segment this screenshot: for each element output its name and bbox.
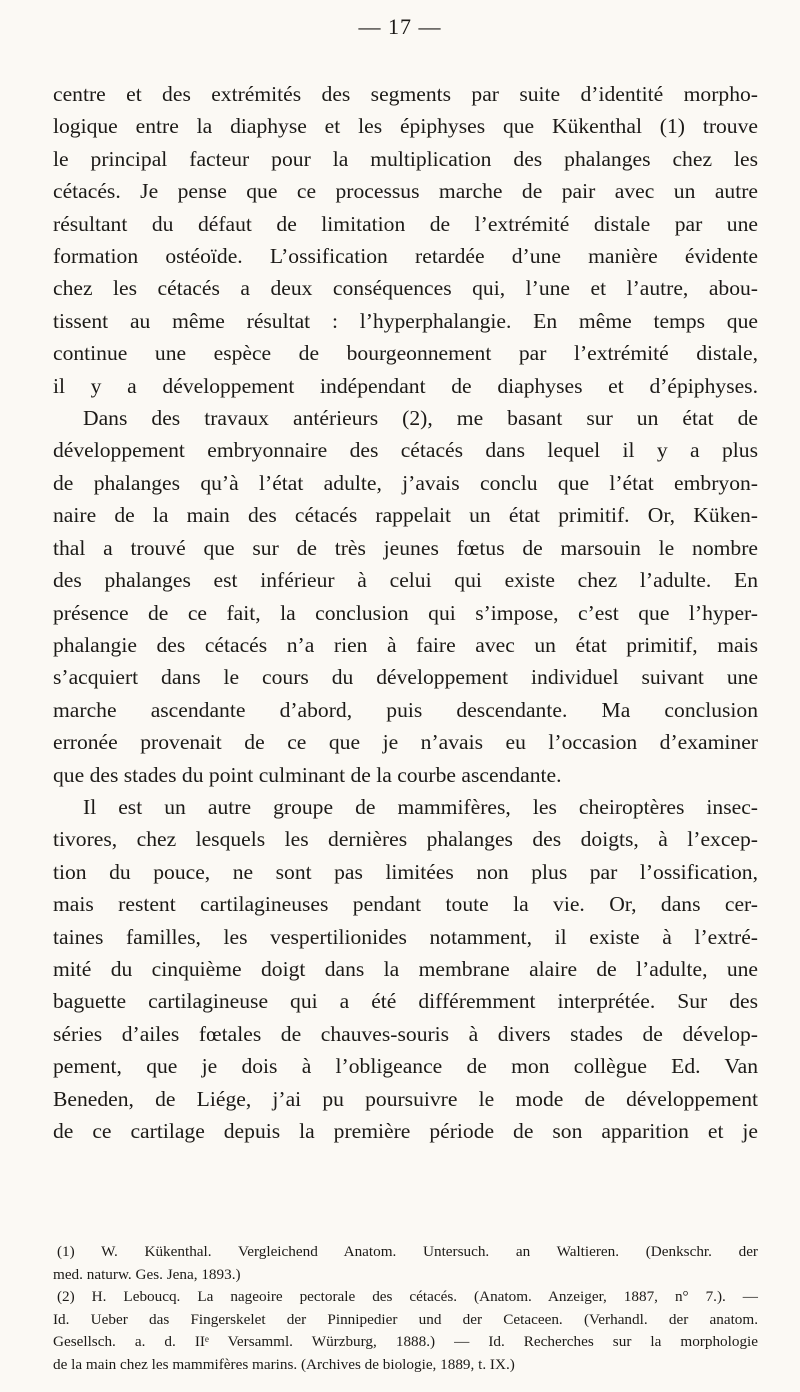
footnote-line: (2) H. Leboucq. La nageoire pectorale des cétacés. (Anatom. Anzeiger, 1887, n° 7.). —	[57, 1288, 758, 1306]
text-line: erronée provenait de ce que je n’avais eu l’occasion d’examiner	[53, 730, 758, 755]
text-line: continue une espèce de bourgeonnement par l’extrémité distale,	[53, 341, 758, 366]
footnote-line: de la main chez les mammifères marins. (Archives de biologie, 1889, t. IX.)	[53, 1355, 515, 1373]
text-line: s’acquiert dans le cours du développement individuel suivant une	[53, 665, 758, 690]
text-line: de phalanges qu’à l’état adulte, j’avais conclu que l’état embryon-	[53, 470, 758, 495]
text-line: phalangie des cétacés n’a rien à faire avec un état primitif, mais	[53, 632, 758, 657]
footnote-line: Gesellsch. a. d. IIᵉ Versamml. Würzburg, 1888.) — Id. Recherches sur la morphologie	[53, 1333, 758, 1351]
text-line: séries d’ailes fœtales de chauves-souris à divers stades de dévelop-	[53, 1021, 758, 1046]
text-line: mais restent cartilagineuses pendant toute la vie. Or, dans cer-	[53, 892, 758, 917]
text-line: il y a développement indépendant de diaphyses et d’épiphyses.	[53, 373, 758, 398]
text-line: présence de ce fait, la conclusion qui s’impose, c’est que l’hyper-	[53, 600, 758, 625]
text-line: tion du pouce, ne sont pas limitées non plus par l’ossification,	[53, 859, 758, 884]
text-line: Beneden, de Liége, j’ai pu poursuivre le mode de développement	[53, 1086, 758, 1111]
text-line: baguette cartilagineuse qui a été différemment interprétée. Sur des	[53, 989, 758, 1014]
text-line: Il est un autre groupe de mammifères, les cheiroptères insec-	[83, 794, 758, 819]
text-line: résultant du défaut de limitation de l’extrémité distale par une	[53, 211, 758, 236]
text-line: de ce cartilage depuis la première période de son apparition et je	[53, 1119, 758, 1143]
text-line: formation ostéoïde. L’ossification retardée d’une manière évidente	[53, 244, 758, 269]
footnote-line: med. naturw. Ges. Jena, 1893.)	[53, 1265, 241, 1283]
text-line: chez les cétacés a deux conséquences qui, l’une et l’autre, abou-	[53, 276, 758, 301]
text-line: cétacés. Je pense que ce processus marche de pair avec un autre	[53, 179, 758, 204]
footnote-line: Id. Ueber das Fingerskelet der Pinnipedier und der Cetaceen. (Verhandl. der anatom.	[53, 1310, 758, 1328]
page-number: — 17 —	[358, 14, 442, 39]
text-line: thal a trouvé que sur de très jeunes fœtus de marsouin le nombre	[53, 535, 758, 560]
text-line: développement embryonnaire des cétacés dans lequel il y a plus	[53, 438, 758, 463]
text-line: marche ascendante d’abord, puis descendante. Ma conclusion	[53, 697, 758, 722]
text-line: taines familles, les vespertilionides notamment, il existe à l’extré-	[53, 924, 758, 949]
text-line: tissent au même résultat : l’hyperphalangie. En même temps que	[53, 308, 758, 333]
text-line: que des stades du point culminant de la courbe ascendante.	[53, 762, 562, 787]
text-line: logique entre la diaphyse et les épiphyses que Kükenthal (1) trouve	[53, 114, 758, 139]
text-line: pement, que je dois à l’obligeance de mon collègue Ed. Van	[53, 1054, 758, 1079]
text-line: Dans des travaux antérieurs (2), me basant sur un état de	[83, 406, 758, 431]
footnotes	[53, 1241, 758, 1377]
text-line: le principal facteur pour la multiplication des phalanges chez les	[53, 146, 758, 171]
footnote-line: (1) W. Kükenthal. Vergleichend Anatom. Untersuch. an Waltieren. (Denkschr. der	[57, 1243, 758, 1260]
body-text	[53, 78, 758, 1147]
text-line: mité du cinquième doigt dans la membrane alaire de l’adulte, une	[53, 956, 758, 981]
text-line: naire de la main des cétacés rappelait un état primitif. Or, Küken-	[53, 503, 758, 528]
text-line: des phalanges est inférieur à celui qui existe chez l’adulte. En	[53, 568, 758, 593]
text-line: tivores, chez lesquels les dernières phalanges des doigts, à l’excep-	[53, 827, 758, 852]
text-line: centre et des extrémités des segments par suite d’identité morpho-	[53, 82, 758, 106]
